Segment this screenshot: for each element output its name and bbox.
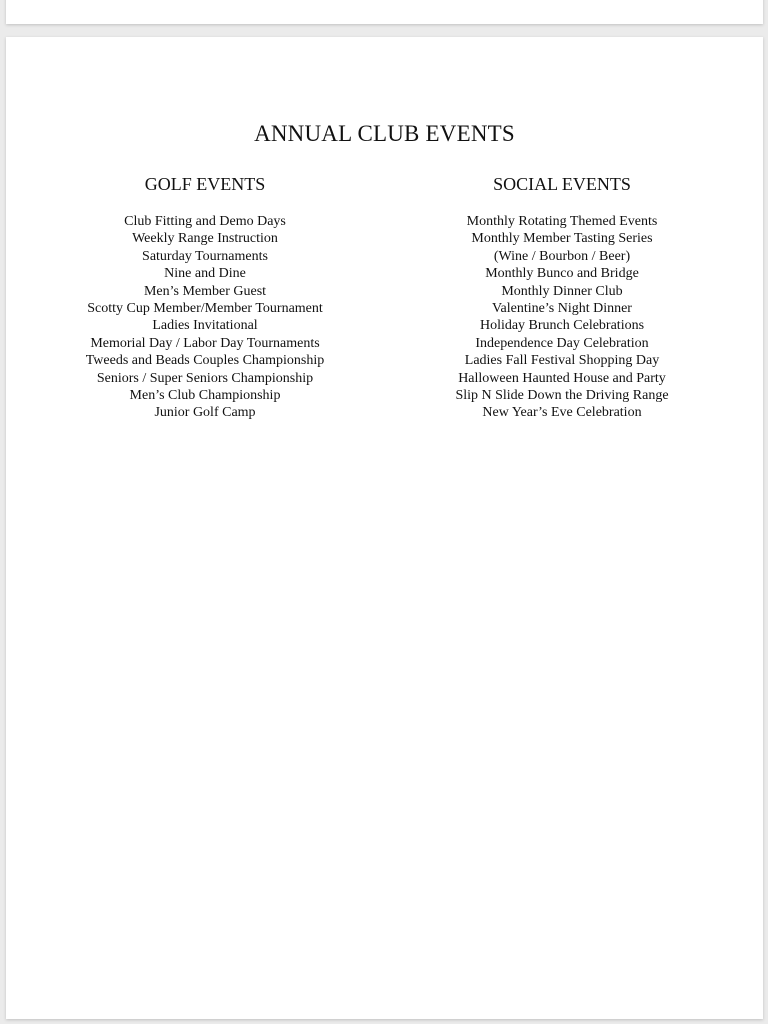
list-item: Memorial Day / Labor Day Tournaments [90,335,320,351]
list-item: Monthly Member Tasting Series [471,231,653,247]
golf-events-list [55,213,355,422]
list-item: New Year’s Eve Celebration [482,405,642,421]
list-item: Ladies Invitational [152,318,258,334]
list-item: Holiday Brunch Celebrations [479,318,645,334]
list-item: Monthly Dinner Club [501,283,623,299]
list-item: Junior Golf Camp [154,405,256,421]
list-item: Weekly Range Instruction [132,231,278,247]
list-item: Slip N Slide Down the Driving Range [455,387,669,403]
social-events-column [412,173,712,422]
list-item: Independence Day Celebration [475,335,649,351]
list-item: Seniors / Super Seniors Championship [96,370,314,386]
list-item: Monthly Bunco and Bridge [485,266,639,282]
golf-events-heading: GOLF EVENTS [144,174,266,194]
list-item: Ladies Fall Festival Shopping Day [464,353,660,369]
page-title: ANNUAL CLUB EVENTS [254,121,515,146]
list-item: Tweeds and Beads Couples Championship [85,353,325,369]
list-item: Valentine’s Night Dinner [492,300,632,316]
list-item: Monthly Rotating Themed Events [466,214,658,229]
list-item: Nine and Dine [164,266,246,282]
list-item: Club Fitting and Demo Days [124,214,286,229]
previous-page [6,0,763,24]
list-item: Scotty Cup Member/Member Tournament [87,300,323,316]
golf-events-column [55,173,355,422]
list-item: Men’s Club Championship [129,387,281,403]
social-events-list [412,213,712,422]
document-page [6,37,763,1019]
list-item: Saturday Tournaments [142,248,268,264]
list-item: Halloween Haunted House and Party [458,370,666,386]
list-item: Men’s Member Guest [143,283,267,299]
list-item: (Wine / Bourbon / Beer) [493,248,631,264]
social-events-heading: SOCIAL EVENTS [493,174,631,194]
